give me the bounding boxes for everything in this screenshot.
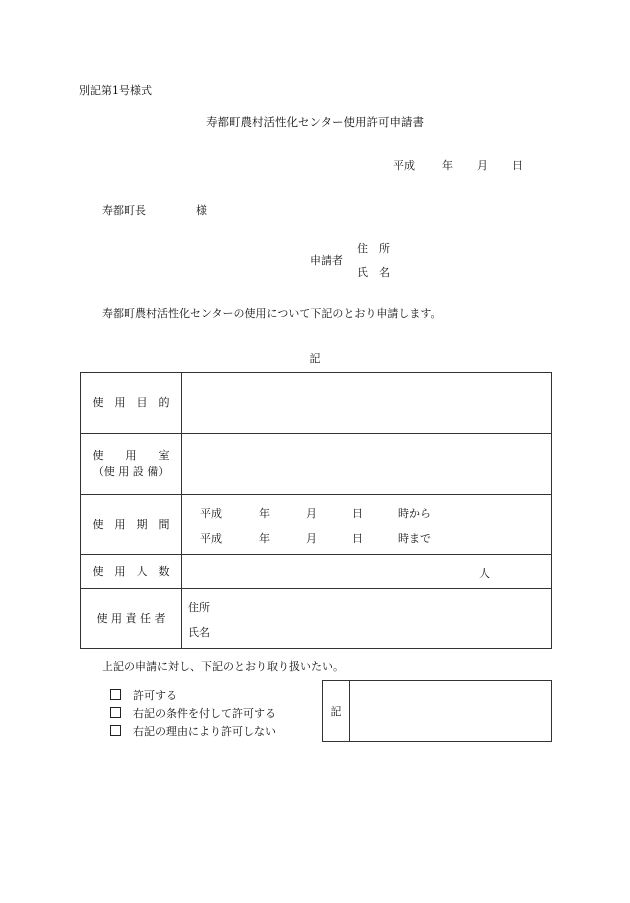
period-label: 使 用 期 間 [81,495,182,555]
room-label-line1: 使 用 室 [92,449,170,462]
people-label: 使 用 人 数 [81,555,182,589]
form-number: 別記第1号様式 [79,84,152,97]
from-era: 平成 [200,507,222,520]
addressee-honorific: 様 [196,204,207,217]
people-field[interactable] [182,555,552,589]
room-field[interactable] [182,434,552,495]
option-deny-label: 右記の理由により許可しない [133,725,276,738]
to-year: 年 [259,532,270,545]
from-month: 月 [306,507,317,520]
purpose-label: 使 用 目 的 [81,373,182,434]
application-statement: 寿都町農村活性化センターの使用について下記のとおり申請します。 [102,307,442,320]
date-year: 年 [442,159,453,172]
to-era: 平成 [200,532,222,545]
room-label [81,434,182,495]
responsible-address-label: 住所 [188,601,210,614]
option-conditional-label: 右記の条件を付して許可する [133,707,276,720]
row-period [81,495,552,555]
from-time: 時から [398,507,431,520]
checkbox[interactable] [110,725,121,736]
option-deny[interactable] [110,723,276,739]
decision-intro: 上記の申請に対し、下記のとおり取り扱いたい。 [102,660,344,673]
responsible-field[interactable] [182,589,552,649]
to-time: 時まで [398,532,431,545]
ki-heading: 記 [309,352,321,365]
decision-note-box [322,680,552,742]
document-title: 寿都町農村活性化センター使用許可申請書 [205,115,425,129]
applicant-name-label: 氏 名 [357,266,390,279]
date-month: 月 [477,159,488,172]
note-field[interactable] [350,681,552,742]
period-field[interactable] [182,495,552,555]
people-unit: 人 [479,567,490,580]
from-year: 年 [259,507,270,520]
addressee-name: 寿都町長 [102,204,146,217]
responsible-label: 使 用 責 任 者 [81,589,182,649]
checkbox[interactable] [110,689,121,700]
date-era: 平成 [393,159,415,172]
option-conditional[interactable] [110,705,276,721]
option-permit[interactable] [110,687,177,703]
room-label-line2: （使 用 設 備） [92,465,170,478]
application-table [80,372,552,649]
checkbox[interactable] [110,707,121,718]
row-purpose [81,373,552,434]
row-room [81,434,552,495]
row-people [81,555,552,589]
applicant-address-label: 住 所 [357,242,390,255]
date-day: 日 [512,159,523,172]
responsible-name-label: 氏名 [188,626,210,639]
from-day: 日 [352,507,363,520]
purpose-field[interactable] [182,373,552,434]
note-label: 記 [323,681,350,742]
row-responsible [81,589,552,649]
option-permit-label: 許可する [133,689,177,702]
to-month: 月 [306,532,317,545]
applicant-label: 申請者 [310,254,343,267]
to-day: 日 [352,532,363,545]
